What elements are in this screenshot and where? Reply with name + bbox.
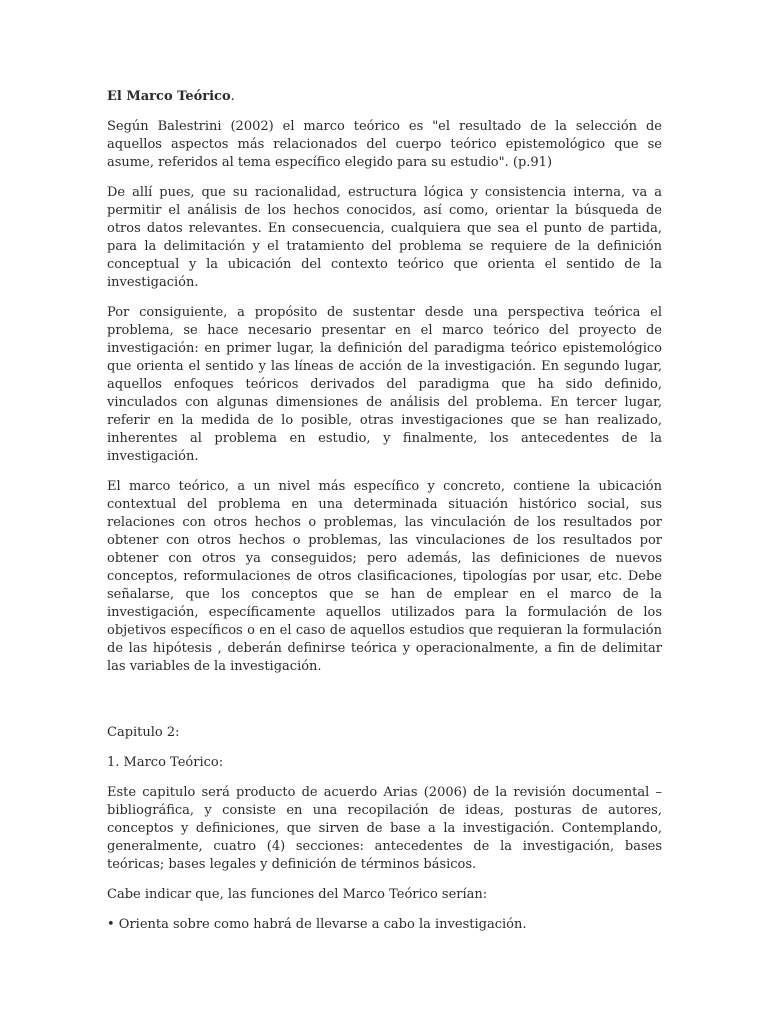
document-page: [107, 88, 662, 946]
paragraph-funciones: Cabe indicar que, las funciones del Marco Teórico serían:: [107, 887, 488, 902]
title-suffix: .: [230, 89, 235, 104]
section-spacer: [107, 688, 662, 724]
paragraph-especifico: El marco teórico, a un nivel más específico y concreto, contiene la ubicación contextual del problema en una determinada situación histórico social, sus relaciones con otros hechos o problemas, las vinculación de los resultados por obtener con otros hechos o problemas, las vinculaciones de los resultados por obtener con otros ya conseguidos; pero además, las definiciones de nuevos conceptos, reformulaciones de otros clasificaciones, tipologías por usar, etc. Debe señalarse, que los conceptos que se han de emplear en el marco de la investigación, específicamente aquellos utilizados para la formulación de los objetivos específicos o en el caso de aquellos estudios que requieran la formulación de las hipótesis , deberán definirse teórica y operacionalmente, a fin de delimitar las variables de la investigación.: [107, 479, 662, 674]
document-title: [107, 88, 662, 106]
paragraph-racionalidad: De allí pues, que su racionalidad, estructura lógica y consistencia interna, va a permitir el análisis de los hechos conocidos, así como, orientar la búsqueda de otros datos relevantes. En consecuencia, cualquiera que sea el punto de partida, para la delimitación y el tratamiento del problema se requiere de la definición conceptual y la ubicación del contexto teórico que orienta el sentido de la investigación.: [107, 185, 662, 290]
title-text: El Marco Teórico: [107, 89, 231, 104]
bullet-item: • Orienta sobre como habrá de llevarse a cabo la investigación.: [107, 917, 527, 932]
chapter-label: Capitulo 2:: [107, 725, 180, 740]
section-heading: 1. Marco Teórico:: [107, 755, 224, 770]
paragraph-arias: Este capitulo será producto de acuerdo Arias (2006) de la revisión documental – bibliográfica, y consiste en una recopilación de ideas, posturas de autores, conceptos y definiciones, que sirven de base a la investigación. Contemplando, generalmente, cuatro (4) secciones: antecedentes de la investigación, bases teóricas; bases legales y definición de términos básicos.: [107, 785, 662, 872]
paragraph-balestrini: Según Balestrini (2002) el marco teórico es "el resultado de la selección de aquellos aspectos más relacionados del cuerpo teórico epistemológico que se asume, referidos al tema específico elegido para su estudio". (p.91): [107, 119, 662, 170]
paragraph-consiguiente: Por consiguiente, a propósito de sustentar desde una perspectiva teórica el problema, se hace necesario presentar en el marco teórico del proyecto de investigación: en primer lugar, la definición del paradigma teórico epistemológico que orienta el sentido y las líneas de acción de la investigación. En segundo lugar, aquellos enfoques teóricos derivados del paradigma que ha sido definido, vinculados con algunas dimensiones de análisis del problema. En tercer lugar, referir en la medida de lo posible, otras investigaciones que se han realizado, inherentes al problema en estudio, y finalmente, los antecedentes de la investigación.: [107, 305, 662, 464]
